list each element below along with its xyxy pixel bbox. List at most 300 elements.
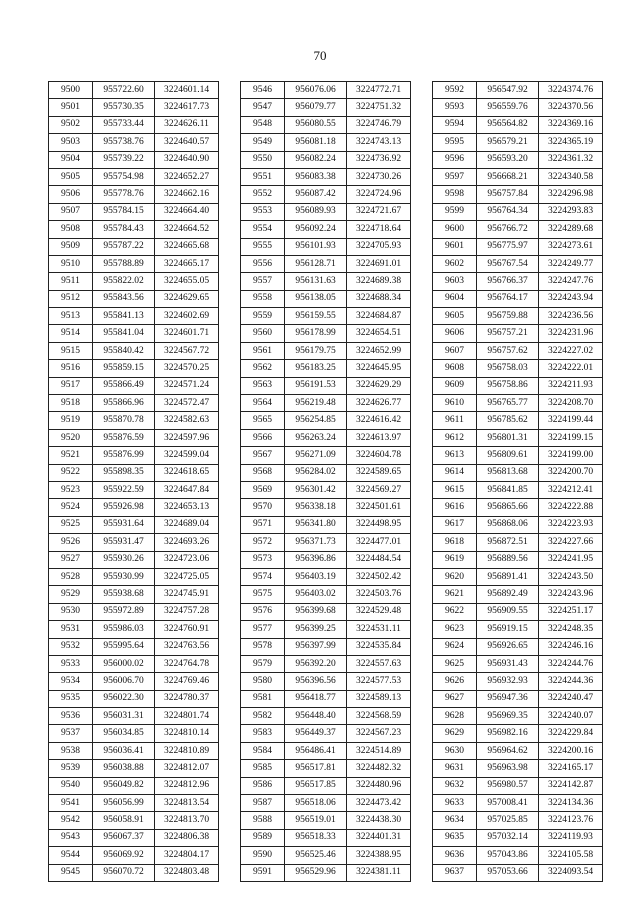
table-row bbox=[49, 568, 219, 585]
y-coordinate-cell: 3224211.93 bbox=[539, 377, 603, 394]
point-number-cell: 9514 bbox=[49, 325, 93, 342]
table-row bbox=[49, 829, 219, 846]
table-row bbox=[433, 325, 603, 342]
x-coordinate-cell: 956079.77 bbox=[285, 99, 347, 116]
x-coordinate-cell: 956403.19 bbox=[285, 568, 347, 585]
table-row bbox=[433, 603, 603, 620]
x-coordinate-cell: 956982.16 bbox=[477, 725, 539, 742]
x-coordinate-cell: 955841.13 bbox=[93, 308, 155, 325]
x-coordinate-cell: 956159.55 bbox=[285, 308, 347, 325]
table-row bbox=[49, 203, 219, 220]
point-number-cell: 9615 bbox=[433, 481, 477, 498]
y-coordinate-cell: 3224208.70 bbox=[539, 395, 603, 412]
y-coordinate-cell: 3224810.89 bbox=[155, 742, 219, 759]
y-coordinate-cell: 3224222.01 bbox=[539, 360, 603, 377]
x-coordinate-cell: 956518.33 bbox=[285, 829, 347, 846]
y-coordinate-cell: 3224199.44 bbox=[539, 412, 603, 429]
table-row bbox=[433, 481, 603, 498]
point-number-cell: 9605 bbox=[433, 308, 477, 325]
y-coordinate-cell: 3224589.65 bbox=[347, 464, 411, 481]
table-row bbox=[433, 116, 603, 133]
table-row bbox=[241, 203, 411, 220]
x-coordinate-cell: 956519.01 bbox=[285, 812, 347, 829]
y-coordinate-cell: 3224652.99 bbox=[347, 342, 411, 359]
y-coordinate-cell: 3224243.96 bbox=[539, 586, 603, 603]
y-coordinate-cell: 3224119.93 bbox=[539, 829, 603, 846]
point-number-cell: 9589 bbox=[241, 829, 285, 846]
table-row bbox=[433, 186, 603, 203]
x-coordinate-cell: 956559.76 bbox=[477, 99, 539, 116]
y-coordinate-cell: 3224813.54 bbox=[155, 795, 219, 812]
y-coordinate-cell: 3224803.48 bbox=[155, 864, 219, 881]
table-row bbox=[49, 621, 219, 638]
point-number-cell: 9550 bbox=[241, 151, 285, 168]
point-number-cell: 9507 bbox=[49, 203, 93, 220]
point-number-cell: 9581 bbox=[241, 690, 285, 707]
point-number-cell: 9629 bbox=[433, 725, 477, 742]
y-coordinate-cell: 3224640.90 bbox=[155, 151, 219, 168]
table-row bbox=[49, 447, 219, 464]
y-coordinate-cell: 3224691.01 bbox=[347, 255, 411, 272]
x-coordinate-cell: 956087.42 bbox=[285, 186, 347, 203]
x-coordinate-cell: 956547.92 bbox=[477, 82, 539, 99]
point-number-cell: 9585 bbox=[241, 760, 285, 777]
x-coordinate-cell: 955938.68 bbox=[93, 586, 155, 603]
point-number-cell: 9548 bbox=[241, 116, 285, 133]
y-coordinate-cell: 3224244.36 bbox=[539, 673, 603, 690]
x-coordinate-cell: 956809.61 bbox=[477, 447, 539, 464]
x-coordinate-cell: 956448.40 bbox=[285, 708, 347, 725]
x-coordinate-cell: 956841.85 bbox=[477, 481, 539, 498]
table-row bbox=[241, 708, 411, 725]
point-number-cell: 9523 bbox=[49, 481, 93, 498]
y-coordinate-cell: 3224514.89 bbox=[347, 742, 411, 759]
y-coordinate-cell: 3224618.65 bbox=[155, 464, 219, 481]
table-row bbox=[241, 82, 411, 99]
x-coordinate-cell: 956006.70 bbox=[93, 673, 155, 690]
point-number-cell: 9630 bbox=[433, 742, 477, 759]
table-row bbox=[49, 273, 219, 290]
table-row bbox=[241, 812, 411, 829]
y-coordinate-cell: 3224665.17 bbox=[155, 255, 219, 272]
table-row bbox=[49, 255, 219, 272]
y-coordinate-cell: 3224664.52 bbox=[155, 221, 219, 238]
table-row bbox=[241, 116, 411, 133]
table-row bbox=[49, 429, 219, 446]
table-row bbox=[241, 412, 411, 429]
y-coordinate-cell: 3224388.95 bbox=[347, 847, 411, 864]
table-row bbox=[241, 395, 411, 412]
x-coordinate-cell: 956757.62 bbox=[477, 342, 539, 359]
x-coordinate-cell: 955739.22 bbox=[93, 151, 155, 168]
x-coordinate-cell: 956082.24 bbox=[285, 151, 347, 168]
table-row bbox=[433, 516, 603, 533]
point-number-cell: 9545 bbox=[49, 864, 93, 881]
x-coordinate-cell: 956931.43 bbox=[477, 655, 539, 672]
point-number-cell: 9554 bbox=[241, 221, 285, 238]
y-coordinate-cell: 3224229.84 bbox=[539, 725, 603, 742]
point-number-cell: 9599 bbox=[433, 203, 477, 220]
table-row bbox=[433, 499, 603, 516]
table-row bbox=[49, 812, 219, 829]
x-coordinate-cell: 956865.66 bbox=[477, 499, 539, 516]
y-coordinate-cell: 3224296.98 bbox=[539, 186, 603, 203]
point-number-cell: 9614 bbox=[433, 464, 477, 481]
x-coordinate-cell: 955866.96 bbox=[93, 395, 155, 412]
x-coordinate-cell: 956564.82 bbox=[477, 116, 539, 133]
x-coordinate-cell: 956392.20 bbox=[285, 655, 347, 672]
point-number-cell: 9610 bbox=[433, 395, 477, 412]
x-coordinate-cell: 956271.09 bbox=[285, 447, 347, 464]
table-row bbox=[433, 255, 603, 272]
point-number-cell: 9637 bbox=[433, 864, 477, 881]
y-coordinate-cell: 3224473.42 bbox=[347, 795, 411, 812]
y-coordinate-cell: 3224484.54 bbox=[347, 551, 411, 568]
point-number-cell: 9506 bbox=[49, 186, 93, 203]
table-row bbox=[433, 290, 603, 307]
table-row bbox=[433, 151, 603, 168]
y-coordinate-cell: 3224647.84 bbox=[155, 481, 219, 498]
x-coordinate-cell: 956517.81 bbox=[285, 760, 347, 777]
y-coordinate-cell: 3224438.30 bbox=[347, 812, 411, 829]
y-coordinate-cell: 3224569.27 bbox=[347, 481, 411, 498]
y-coordinate-cell: 3224568.59 bbox=[347, 708, 411, 725]
table-row bbox=[241, 429, 411, 446]
point-number-cell: 9594 bbox=[433, 116, 477, 133]
table-row bbox=[433, 168, 603, 185]
table-row bbox=[433, 203, 603, 220]
y-coordinate-cell: 3224502.42 bbox=[347, 568, 411, 585]
point-number-cell: 9530 bbox=[49, 603, 93, 620]
point-number-cell: 9560 bbox=[241, 325, 285, 342]
y-coordinate-cell: 3224212.41 bbox=[539, 481, 603, 498]
point-number-cell: 9593 bbox=[433, 99, 477, 116]
point-number-cell: 9504 bbox=[49, 151, 93, 168]
point-number-cell: 9543 bbox=[49, 829, 93, 846]
y-coordinate-cell: 3224804.17 bbox=[155, 847, 219, 864]
point-number-cell: 9635 bbox=[433, 829, 477, 846]
point-number-cell: 9546 bbox=[241, 82, 285, 99]
x-coordinate-cell: 956056.99 bbox=[93, 795, 155, 812]
x-coordinate-cell: 956775.97 bbox=[477, 238, 539, 255]
y-coordinate-cell: 3224705.93 bbox=[347, 238, 411, 255]
point-number-cell: 9537 bbox=[49, 725, 93, 742]
point-number-cell: 9517 bbox=[49, 377, 93, 394]
coordinate-table-1 bbox=[48, 81, 219, 882]
point-number-cell: 9623 bbox=[433, 621, 477, 638]
y-coordinate-cell: 3224745.91 bbox=[155, 586, 219, 603]
point-number-cell: 9535 bbox=[49, 690, 93, 707]
x-coordinate-cell: 956371.73 bbox=[285, 534, 347, 551]
x-coordinate-cell: 956049.82 bbox=[93, 777, 155, 794]
page-number: 70 bbox=[313, 48, 327, 63]
table-row bbox=[241, 151, 411, 168]
table-row bbox=[49, 777, 219, 794]
x-coordinate-cell: 956089.93 bbox=[285, 203, 347, 220]
point-number-cell: 9515 bbox=[49, 342, 93, 359]
table-row bbox=[433, 742, 603, 759]
point-number-cell: 9574 bbox=[241, 568, 285, 585]
table-row bbox=[433, 812, 603, 829]
y-coordinate-cell: 3224689.04 bbox=[155, 516, 219, 533]
y-coordinate-cell: 3224199.15 bbox=[539, 429, 603, 446]
table-row bbox=[49, 464, 219, 481]
y-coordinate-cell: 3224601.14 bbox=[155, 82, 219, 99]
point-number-cell: 9529 bbox=[49, 586, 93, 603]
y-coordinate-cell: 3224249.77 bbox=[539, 255, 603, 272]
table-row bbox=[433, 273, 603, 290]
y-coordinate-cell: 3224810.14 bbox=[155, 725, 219, 742]
x-coordinate-cell: 955738.76 bbox=[93, 134, 155, 151]
x-coordinate-cell: 956801.31 bbox=[477, 429, 539, 446]
point-number-cell: 9510 bbox=[49, 255, 93, 272]
x-coordinate-cell: 956757.21 bbox=[477, 325, 539, 342]
point-number-cell: 9564 bbox=[241, 395, 285, 412]
y-coordinate-cell: 3224361.32 bbox=[539, 151, 603, 168]
point-number-cell: 9544 bbox=[49, 847, 93, 864]
x-coordinate-cell: 956396.56 bbox=[285, 673, 347, 690]
y-coordinate-cell: 3224629.29 bbox=[347, 377, 411, 394]
point-number-cell: 9604 bbox=[433, 290, 477, 307]
y-coordinate-cell: 3224374.76 bbox=[539, 82, 603, 99]
y-coordinate-cell: 3224251.17 bbox=[539, 603, 603, 620]
point-number-cell: 9511 bbox=[49, 273, 93, 290]
table-row bbox=[433, 829, 603, 846]
x-coordinate-cell: 956947.36 bbox=[477, 690, 539, 707]
y-coordinate-cell: 3224629.65 bbox=[155, 290, 219, 307]
point-number-cell: 9591 bbox=[241, 864, 285, 881]
point-number-cell: 9609 bbox=[433, 377, 477, 394]
y-coordinate-cell: 3224645.95 bbox=[347, 360, 411, 377]
table-row bbox=[241, 725, 411, 742]
table-row bbox=[241, 290, 411, 307]
point-number-cell: 9626 bbox=[433, 673, 477, 690]
x-coordinate-cell: 955843.56 bbox=[93, 290, 155, 307]
point-number-cell: 9631 bbox=[433, 760, 477, 777]
point-number-cell: 9555 bbox=[241, 238, 285, 255]
table-row bbox=[241, 795, 411, 812]
x-coordinate-cell: 956418.77 bbox=[285, 690, 347, 707]
table-row bbox=[49, 99, 219, 116]
point-number-cell: 9583 bbox=[241, 725, 285, 742]
y-coordinate-cell: 3224223.93 bbox=[539, 516, 603, 533]
x-coordinate-cell: 955972.89 bbox=[93, 603, 155, 620]
y-coordinate-cell: 3224806.38 bbox=[155, 829, 219, 846]
point-number-cell: 9616 bbox=[433, 499, 477, 516]
y-coordinate-cell: 3224369.16 bbox=[539, 116, 603, 133]
y-coordinate-cell: 3224764.78 bbox=[155, 655, 219, 672]
x-coordinate-cell: 956980.57 bbox=[477, 777, 539, 794]
point-number-cell: 9576 bbox=[241, 603, 285, 620]
y-coordinate-cell: 3224240.47 bbox=[539, 690, 603, 707]
y-coordinate-cell: 3224760.91 bbox=[155, 621, 219, 638]
point-number-cell: 9520 bbox=[49, 429, 93, 446]
table-row bbox=[433, 395, 603, 412]
point-number-cell: 9501 bbox=[49, 99, 93, 116]
point-number-cell: 9575 bbox=[241, 586, 285, 603]
point-number-cell: 9617 bbox=[433, 516, 477, 533]
x-coordinate-cell: 956338.18 bbox=[285, 499, 347, 516]
y-coordinate-cell: 3224381.11 bbox=[347, 864, 411, 881]
y-coordinate-cell: 3224616.42 bbox=[347, 412, 411, 429]
table-row bbox=[241, 864, 411, 881]
point-number-cell: 9621 bbox=[433, 586, 477, 603]
table-row bbox=[49, 412, 219, 429]
x-coordinate-cell: 956399.68 bbox=[285, 603, 347, 620]
y-coordinate-cell: 3224597.96 bbox=[155, 429, 219, 446]
y-coordinate-cell: 3224222.88 bbox=[539, 499, 603, 516]
x-coordinate-cell: 956486.41 bbox=[285, 742, 347, 759]
y-coordinate-cell: 3224730.26 bbox=[347, 168, 411, 185]
point-number-cell: 9534 bbox=[49, 673, 93, 690]
point-number-cell: 9562 bbox=[241, 360, 285, 377]
point-number-cell: 9558 bbox=[241, 290, 285, 307]
point-number-cell: 9513 bbox=[49, 308, 93, 325]
x-coordinate-cell: 956868.06 bbox=[477, 516, 539, 533]
x-coordinate-cell: 956757.84 bbox=[477, 186, 539, 203]
y-coordinate-cell: 3224746.79 bbox=[347, 116, 411, 133]
x-coordinate-cell: 956764.34 bbox=[477, 203, 539, 220]
x-coordinate-cell: 956525.46 bbox=[285, 847, 347, 864]
point-number-cell: 9603 bbox=[433, 273, 477, 290]
y-coordinate-cell: 3224243.50 bbox=[539, 568, 603, 585]
y-coordinate-cell: 3224724.96 bbox=[347, 186, 411, 203]
table-row bbox=[49, 342, 219, 359]
y-coordinate-cell: 3224477.01 bbox=[347, 534, 411, 551]
point-number-cell: 9512 bbox=[49, 290, 93, 307]
point-number-cell: 9580 bbox=[241, 673, 285, 690]
x-coordinate-cell: 956518.06 bbox=[285, 795, 347, 812]
table-row bbox=[433, 621, 603, 638]
x-coordinate-cell: 956891.41 bbox=[477, 568, 539, 585]
table-row bbox=[49, 499, 219, 516]
x-coordinate-cell: 956301.42 bbox=[285, 481, 347, 498]
table-row bbox=[49, 655, 219, 672]
table-row bbox=[241, 464, 411, 481]
y-coordinate-cell: 3224589.13 bbox=[347, 690, 411, 707]
y-coordinate-cell: 3224535.84 bbox=[347, 638, 411, 655]
table-row bbox=[433, 82, 603, 99]
point-number-cell: 9540 bbox=[49, 777, 93, 794]
y-coordinate-cell: 3224248.35 bbox=[539, 621, 603, 638]
x-coordinate-cell: 956263.24 bbox=[285, 429, 347, 446]
y-coordinate-cell: 3224531.11 bbox=[347, 621, 411, 638]
point-number-cell: 9567 bbox=[241, 447, 285, 464]
point-number-cell: 9526 bbox=[49, 534, 93, 551]
point-number-cell: 9618 bbox=[433, 534, 477, 551]
table-row bbox=[241, 186, 411, 203]
point-number-cell: 9598 bbox=[433, 186, 477, 203]
table-row bbox=[433, 377, 603, 394]
table-row bbox=[49, 725, 219, 742]
x-coordinate-cell: 956031.31 bbox=[93, 708, 155, 725]
y-coordinate-cell: 3224577.53 bbox=[347, 673, 411, 690]
table-row bbox=[241, 308, 411, 325]
x-coordinate-cell: 956038.88 bbox=[93, 760, 155, 777]
point-number-cell: 9596 bbox=[433, 151, 477, 168]
table-row bbox=[49, 516, 219, 533]
x-coordinate-cell: 956449.37 bbox=[285, 725, 347, 742]
table-row bbox=[241, 325, 411, 342]
x-coordinate-cell: 956758.03 bbox=[477, 360, 539, 377]
coordinate-table-3 bbox=[432, 81, 603, 882]
y-coordinate-cell: 3224501.61 bbox=[347, 499, 411, 516]
y-coordinate-cell: 3224571.24 bbox=[155, 377, 219, 394]
point-number-cell: 9582 bbox=[241, 708, 285, 725]
point-number-cell: 9624 bbox=[433, 638, 477, 655]
x-coordinate-cell: 956764.17 bbox=[477, 290, 539, 307]
y-coordinate-cell: 3224340.58 bbox=[539, 168, 603, 185]
table-row bbox=[241, 586, 411, 603]
y-coordinate-cell: 3224572.47 bbox=[155, 395, 219, 412]
y-coordinate-cell: 3224599.04 bbox=[155, 447, 219, 464]
table-row bbox=[49, 673, 219, 690]
y-coordinate-cell: 3224231.96 bbox=[539, 325, 603, 342]
table-row bbox=[433, 551, 603, 568]
y-coordinate-cell: 3224273.61 bbox=[539, 238, 603, 255]
table-row bbox=[49, 864, 219, 881]
table-row bbox=[49, 238, 219, 255]
table-row bbox=[49, 325, 219, 342]
y-coordinate-cell: 3224769.46 bbox=[155, 673, 219, 690]
table-row bbox=[433, 655, 603, 672]
table-row bbox=[433, 777, 603, 794]
point-number-cell: 9563 bbox=[241, 377, 285, 394]
y-coordinate-cell: 3224688.34 bbox=[347, 290, 411, 307]
point-number-cell: 9519 bbox=[49, 412, 93, 429]
y-coordinate-cell: 3224482.32 bbox=[347, 760, 411, 777]
table-row bbox=[241, 221, 411, 238]
y-coordinate-cell: 3224236.56 bbox=[539, 308, 603, 325]
x-coordinate-cell: 956183.25 bbox=[285, 360, 347, 377]
table-row bbox=[241, 673, 411, 690]
x-coordinate-cell: 956067.37 bbox=[93, 829, 155, 846]
table-row bbox=[241, 655, 411, 672]
point-number-cell: 9565 bbox=[241, 412, 285, 429]
table-row bbox=[241, 638, 411, 655]
x-coordinate-cell: 956889.56 bbox=[477, 551, 539, 568]
y-coordinate-cell: 3224142.87 bbox=[539, 777, 603, 794]
y-coordinate-cell: 3224227.66 bbox=[539, 534, 603, 551]
table-row bbox=[241, 168, 411, 185]
y-coordinate-cell: 3224743.13 bbox=[347, 134, 411, 151]
x-coordinate-cell: 956579.21 bbox=[477, 134, 539, 151]
y-coordinate-cell: 3224503.76 bbox=[347, 586, 411, 603]
y-coordinate-cell: 3224200.16 bbox=[539, 742, 603, 759]
table-row bbox=[49, 708, 219, 725]
table-row bbox=[49, 377, 219, 394]
point-number-cell: 9584 bbox=[241, 742, 285, 759]
y-coordinate-cell: 3224165.17 bbox=[539, 760, 603, 777]
x-coordinate-cell: 955930.26 bbox=[93, 551, 155, 568]
x-coordinate-cell: 956765.77 bbox=[477, 395, 539, 412]
y-coordinate-cell: 3224246.16 bbox=[539, 638, 603, 655]
y-coordinate-cell: 3224240.07 bbox=[539, 708, 603, 725]
point-number-cell: 9606 bbox=[433, 325, 477, 342]
table-row bbox=[49, 168, 219, 185]
table-row bbox=[433, 342, 603, 359]
y-coordinate-cell: 3224812.07 bbox=[155, 760, 219, 777]
point-number-cell: 9627 bbox=[433, 690, 477, 707]
y-coordinate-cell: 3224721.67 bbox=[347, 203, 411, 220]
point-number-cell: 9622 bbox=[433, 603, 477, 620]
x-coordinate-cell: 956022.30 bbox=[93, 690, 155, 707]
x-coordinate-cell: 956593.20 bbox=[477, 151, 539, 168]
x-coordinate-cell: 956101.93 bbox=[285, 238, 347, 255]
table-row bbox=[241, 516, 411, 533]
x-coordinate-cell: 957025.85 bbox=[477, 812, 539, 829]
x-coordinate-cell: 956341.80 bbox=[285, 516, 347, 533]
